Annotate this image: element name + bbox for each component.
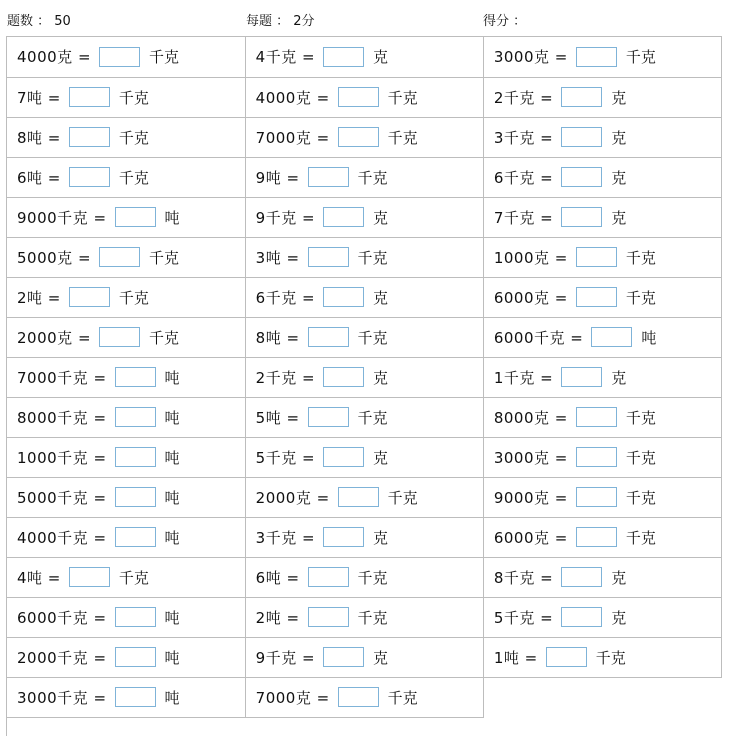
problem-expression: 8000克 = bbox=[493, 408, 568, 427]
answer-input[interactable] bbox=[99, 327, 140, 347]
problem-cell bbox=[483, 357, 721, 397]
answer-input[interactable] bbox=[576, 287, 617, 307]
problem-expression: 9000克 = bbox=[493, 488, 568, 507]
answer-input[interactable] bbox=[323, 447, 364, 467]
problem-expression: 2000克 = bbox=[255, 488, 330, 507]
answer-input[interactable] bbox=[561, 167, 602, 187]
answer-input[interactable] bbox=[323, 527, 364, 547]
answer-input[interactable] bbox=[576, 447, 617, 467]
answer-input[interactable] bbox=[115, 687, 156, 707]
problem-expression: 6吨 = bbox=[17, 168, 61, 187]
problem-expression: 1吨 = bbox=[493, 648, 538, 667]
answer-unit: 千克 bbox=[118, 128, 149, 147]
problem-expression: 5000克 = bbox=[17, 248, 92, 267]
problem-expression: 2千克 = bbox=[493, 88, 554, 107]
answer-unit: 千克 bbox=[387, 688, 418, 707]
answer-input[interactable] bbox=[576, 407, 617, 427]
problem-expression: 5千克 = bbox=[255, 448, 316, 467]
answer-input[interactable] bbox=[576, 527, 617, 547]
problem-expression: 4000克 = bbox=[255, 88, 330, 107]
answer-unit: 吨 bbox=[164, 688, 180, 707]
answer-input[interactable] bbox=[69, 567, 110, 587]
answer-unit: 吨 bbox=[164, 208, 180, 227]
problem-expression: 5000千克 = bbox=[17, 488, 107, 507]
problem-cell bbox=[245, 477, 483, 517]
problem-table bbox=[7, 37, 722, 718]
answer-input[interactable] bbox=[576, 487, 617, 507]
problem-cell bbox=[7, 557, 245, 597]
problem-row bbox=[7, 77, 722, 117]
problem-expression: 3000克 = bbox=[493, 448, 568, 467]
problem-expression: 6千克 = bbox=[255, 288, 316, 307]
problem-cell bbox=[483, 117, 721, 157]
answer-unit: 千克 bbox=[387, 128, 418, 147]
answer-input[interactable] bbox=[546, 647, 587, 667]
answer-unit: 千克 bbox=[118, 168, 149, 187]
problem-cell bbox=[245, 677, 483, 717]
answer-unit: 千克 bbox=[625, 288, 656, 307]
problem-expression: 4千克 = bbox=[255, 48, 316, 67]
answer-input[interactable] bbox=[99, 47, 140, 67]
problem-cell bbox=[483, 77, 721, 117]
answer-input[interactable] bbox=[115, 647, 156, 667]
problem-cell bbox=[245, 517, 483, 557]
answer-unit: 千克 bbox=[149, 328, 180, 347]
problem-expression: 7000千克 = bbox=[17, 368, 107, 387]
empty-cell bbox=[483, 677, 721, 717]
answer-unit: 克 bbox=[373, 288, 389, 307]
problem-expression: 1000千克 = bbox=[17, 448, 107, 467]
problem-row bbox=[7, 157, 722, 197]
problem-row bbox=[7, 437, 722, 477]
problem-cell bbox=[245, 397, 483, 437]
answer-input[interactable] bbox=[69, 167, 110, 187]
problem-row bbox=[7, 517, 722, 557]
answer-input[interactable] bbox=[69, 87, 110, 107]
problem-cell bbox=[7, 637, 245, 677]
problem-cell bbox=[7, 237, 245, 277]
problem-cell bbox=[7, 77, 245, 117]
problem-expression: 1000克 = bbox=[493, 248, 568, 267]
problem-cell bbox=[245, 637, 483, 677]
answer-unit: 千克 bbox=[625, 48, 656, 67]
answer-unit: 克 bbox=[373, 368, 389, 387]
problem-cell bbox=[245, 277, 483, 317]
problem-row bbox=[7, 677, 722, 717]
answer-input[interactable] bbox=[115, 207, 156, 227]
answer-input[interactable] bbox=[308, 607, 349, 627]
problem-expression: 2吨 = bbox=[17, 288, 61, 307]
problem-cell bbox=[245, 557, 483, 597]
answer-input[interactable] bbox=[561, 567, 602, 587]
answer-input[interactable] bbox=[323, 207, 364, 227]
problem-cell bbox=[245, 357, 483, 397]
answer-input[interactable] bbox=[561, 367, 602, 387]
problem-cell bbox=[7, 597, 245, 637]
answer-input[interactable] bbox=[323, 647, 364, 667]
problem-expression: 6千克 = bbox=[493, 168, 554, 187]
answer-unit: 吨 bbox=[164, 528, 180, 547]
problem-expression: 6000千克 = bbox=[493, 328, 584, 347]
problem-expression: 6000千克 = bbox=[17, 608, 107, 627]
answer-input[interactable] bbox=[115, 367, 156, 387]
problem-row bbox=[7, 117, 722, 157]
answer-input[interactable] bbox=[115, 447, 156, 467]
problem-expression: 2吨 = bbox=[255, 608, 300, 627]
problem-cell bbox=[483, 597, 721, 637]
problem-expression: 9吨 = bbox=[255, 168, 300, 187]
answer-input[interactable] bbox=[323, 367, 364, 387]
answer-unit: 吨 bbox=[164, 648, 180, 667]
problem-expression: 4000千克 = bbox=[17, 528, 107, 547]
answer-unit: 克 bbox=[373, 648, 389, 667]
problem-cell bbox=[483, 317, 721, 357]
problem-row bbox=[7, 317, 722, 357]
problem-row bbox=[7, 597, 722, 637]
problem-expression: 6吨 = bbox=[255, 568, 300, 587]
problem-cell bbox=[245, 117, 483, 157]
answer-unit: 克 bbox=[611, 168, 627, 187]
problem-row bbox=[7, 37, 722, 77]
problem-expression: 5千克 = bbox=[493, 608, 554, 627]
worksheet-header bbox=[7, 10, 722, 28]
problem-cell bbox=[7, 277, 245, 317]
problem-cell bbox=[245, 597, 483, 637]
answer-input[interactable] bbox=[308, 167, 349, 187]
problem-expression: 2000千克 = bbox=[17, 648, 107, 667]
answer-unit: 千克 bbox=[357, 248, 388, 267]
answer-unit: 克 bbox=[373, 208, 389, 227]
problem-cell bbox=[7, 677, 245, 717]
answer-unit: 克 bbox=[611, 368, 627, 387]
answer-unit: 吨 bbox=[164, 608, 180, 627]
problem-cell bbox=[245, 37, 483, 77]
answer-input[interactable] bbox=[338, 687, 379, 707]
problem-expression: 7吨 = bbox=[17, 88, 61, 107]
problem-expression: 5吨 = bbox=[255, 408, 300, 427]
problem-cell bbox=[483, 157, 721, 197]
problem-cell bbox=[483, 197, 721, 237]
problem-expression: 1千克 = bbox=[493, 368, 554, 387]
answer-unit: 千克 bbox=[595, 648, 626, 667]
problem-grid bbox=[6, 36, 722, 736]
problem-cell bbox=[483, 637, 721, 677]
answer-unit: 千克 bbox=[357, 608, 388, 627]
problem-expression: 7000克 = bbox=[255, 128, 330, 147]
problem-expression: 6000克 = bbox=[493, 528, 568, 547]
problem-expression: 7千克 = bbox=[493, 208, 554, 227]
problem-row bbox=[7, 277, 722, 317]
problem-row bbox=[7, 637, 722, 677]
problem-expression: 8000千克 = bbox=[17, 408, 107, 427]
problem-expression: 2000克 = bbox=[17, 328, 92, 347]
answer-unit: 千克 bbox=[118, 288, 149, 307]
problem-expression: 2千克 = bbox=[255, 368, 316, 387]
answer-unit: 千克 bbox=[387, 88, 418, 107]
answer-input[interactable] bbox=[561, 127, 602, 147]
problem-row bbox=[7, 357, 722, 397]
problem-cell bbox=[7, 117, 245, 157]
problem-cell bbox=[245, 77, 483, 117]
answer-unit: 千克 bbox=[625, 248, 656, 267]
answer-unit: 千克 bbox=[625, 528, 656, 547]
problem-cell bbox=[483, 37, 721, 77]
question-count-label: 题数 ： 50 bbox=[7, 14, 71, 29]
answer-input[interactable] bbox=[323, 287, 364, 307]
answer-input[interactable] bbox=[115, 487, 156, 507]
problem-cell bbox=[245, 197, 483, 237]
answer-unit: 千克 bbox=[625, 448, 656, 467]
problem-cell bbox=[245, 237, 483, 277]
problem-expression: 8吨 = bbox=[17, 128, 61, 147]
problem-cell bbox=[483, 557, 721, 597]
answer-unit: 吨 bbox=[641, 328, 657, 347]
problem-cell bbox=[483, 437, 721, 477]
answer-unit: 千克 bbox=[625, 488, 656, 507]
answer-unit: 克 bbox=[611, 128, 627, 147]
answer-unit: 千克 bbox=[118, 88, 149, 107]
answer-input[interactable] bbox=[576, 247, 617, 267]
answer-input[interactable] bbox=[561, 607, 602, 627]
problem-cell bbox=[7, 517, 245, 557]
answer-input[interactable] bbox=[308, 327, 349, 347]
problem-expression: 3千克 = bbox=[255, 528, 316, 547]
problem-expression: 6000克 = bbox=[493, 288, 568, 307]
problem-cell bbox=[7, 357, 245, 397]
answer-input[interactable] bbox=[338, 87, 379, 107]
answer-input[interactable] bbox=[576, 47, 617, 67]
answer-unit: 克 bbox=[611, 88, 627, 107]
answer-unit: 千克 bbox=[357, 408, 388, 427]
answer-unit: 千克 bbox=[149, 48, 180, 67]
problem-cell bbox=[7, 437, 245, 477]
answer-input[interactable] bbox=[115, 527, 156, 547]
problem-expression: 3000千克 = bbox=[17, 688, 107, 707]
answer-unit: 克 bbox=[373, 448, 389, 467]
answer-input[interactable] bbox=[308, 567, 349, 587]
problem-row bbox=[7, 197, 722, 237]
problem-row bbox=[7, 397, 722, 437]
answer-input[interactable] bbox=[561, 87, 602, 107]
problem-cell bbox=[245, 317, 483, 357]
answer-input[interactable] bbox=[69, 127, 110, 147]
problem-expression: 3吨 = bbox=[255, 248, 300, 267]
answer-unit: 吨 bbox=[164, 368, 180, 387]
answer-unit: 千克 bbox=[149, 248, 180, 267]
answer-input[interactable] bbox=[115, 607, 156, 627]
problem-expression: 3000克 = bbox=[493, 48, 568, 67]
problem-cell bbox=[483, 517, 721, 557]
problem-cell bbox=[7, 197, 245, 237]
answer-unit: 千克 bbox=[118, 568, 149, 587]
problem-expression: 9千克 = bbox=[255, 208, 316, 227]
answer-unit: 克 bbox=[611, 608, 627, 627]
answer-unit: 克 bbox=[373, 48, 389, 67]
problem-row bbox=[7, 237, 722, 277]
problem-cell bbox=[483, 277, 721, 317]
answer-input[interactable] bbox=[308, 247, 349, 267]
problem-row bbox=[7, 557, 722, 597]
answer-input[interactable] bbox=[69, 287, 110, 307]
answer-unit: 千克 bbox=[357, 568, 388, 587]
answer-unit: 吨 bbox=[164, 488, 180, 507]
answer-input[interactable] bbox=[308, 407, 349, 427]
problem-cell bbox=[7, 397, 245, 437]
problem-expression: 3千克 = bbox=[493, 128, 554, 147]
answer-unit: 千克 bbox=[387, 488, 418, 507]
answer-unit: 克 bbox=[373, 528, 389, 547]
answer-unit: 吨 bbox=[164, 448, 180, 467]
problem-cell bbox=[7, 477, 245, 517]
problem-expression: 7000克 = bbox=[255, 688, 330, 707]
problem-cell bbox=[7, 317, 245, 357]
answer-input[interactable] bbox=[323, 47, 364, 67]
answer-input[interactable] bbox=[99, 247, 140, 267]
points-per-question-label: 每题 ： 2分 bbox=[246, 14, 315, 29]
problem-expression: 4000克 = bbox=[17, 48, 92, 67]
problem-row bbox=[7, 477, 722, 517]
score-label: 得分 ： bbox=[483, 14, 527, 29]
problem-cell bbox=[245, 437, 483, 477]
problem-expression: 4吨 = bbox=[17, 568, 61, 587]
answer-input[interactable] bbox=[561, 207, 602, 227]
problem-cell bbox=[483, 477, 721, 517]
answer-unit: 吨 bbox=[164, 408, 180, 427]
answer-input[interactable] bbox=[591, 327, 632, 347]
problem-cell bbox=[7, 157, 245, 197]
answer-input[interactable] bbox=[338, 487, 379, 507]
answer-input[interactable] bbox=[338, 127, 379, 147]
problem-expression: 8千克 = bbox=[493, 568, 554, 587]
answer-unit: 千克 bbox=[357, 328, 388, 347]
answer-unit: 千克 bbox=[357, 168, 388, 187]
answer-input[interactable] bbox=[115, 407, 156, 427]
problem-expression: 9000千克 = bbox=[17, 208, 107, 227]
problem-cell bbox=[483, 397, 721, 437]
problem-cell bbox=[245, 157, 483, 197]
problem-cell bbox=[7, 37, 245, 77]
answer-unit: 克 bbox=[611, 208, 627, 227]
answer-unit: 克 bbox=[611, 568, 627, 587]
problem-expression: 9千克 = bbox=[255, 648, 316, 667]
problem-expression: 8吨 = bbox=[255, 328, 300, 347]
answer-unit: 千克 bbox=[625, 408, 656, 427]
problem-cell bbox=[483, 237, 721, 277]
